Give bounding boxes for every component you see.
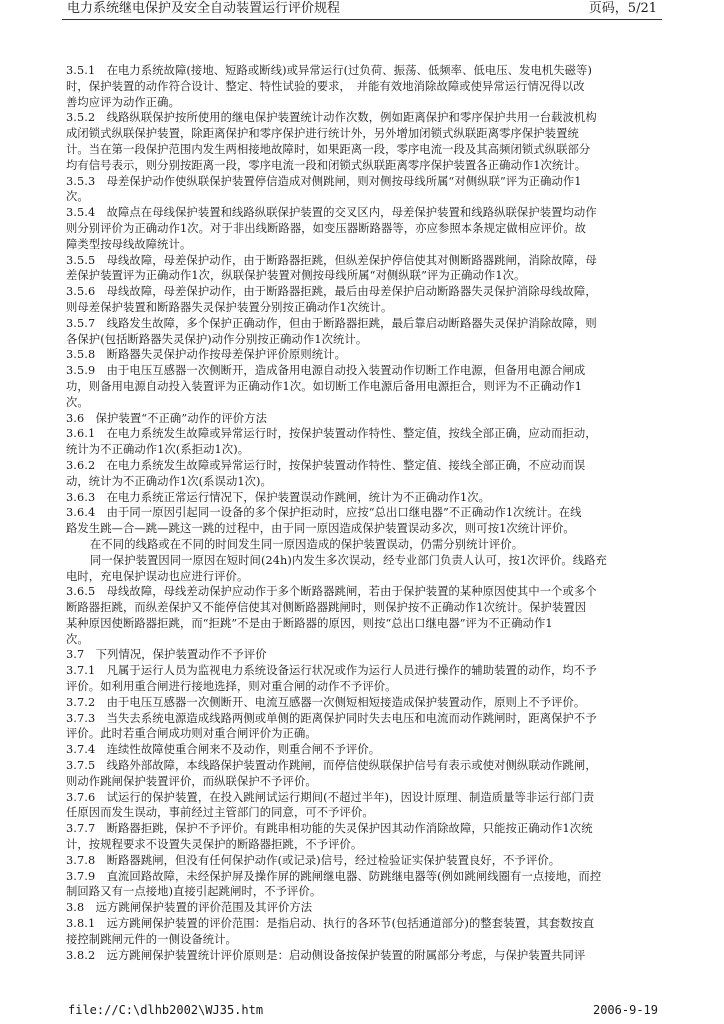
text-line: 某种原因使断路器拒跳，而“拒跳”不是由于断路器的原因，则按“总出口继电器”评为不正确动作1 bbox=[66, 616, 553, 630]
text-line: 3.6.4 由于同一原因引起同一设备的多个保护拒动时，应按“总出口继电器”不正确动作1次统计。在线 bbox=[66, 506, 582, 520]
text-line: 3.7.1 凡属于运行人员为监视电力系统设备运行状况或作为运行人员进行操作的辅助装置的动作，均不予 bbox=[66, 664, 597, 678]
text-line: 差保护装置评为正确动作1次，纵联保护装置对侧按母线所属“对侧纵联”评为正确动作1次。 bbox=[66, 269, 526, 283]
text-line: 任原因而发生误动，事前经过主管部门的同意，可不予评价。 bbox=[66, 806, 374, 820]
text-line: 3.6.3 在电力系统正常运行情况下，保护装置误动作跳闸，统计为不正确动作1次。 bbox=[66, 490, 491, 504]
page-number: 页码，5/21 bbox=[588, 1, 657, 16]
text-line: 计，按规程要求不设置失灵保护的断路器拒跳，不予评价。 bbox=[66, 838, 363, 852]
text-line: 则动作跳闸保护装置评价，而纵联保护不予评价。 bbox=[66, 774, 317, 788]
text-line: 次。 bbox=[66, 190, 89, 204]
text-line: 3.6.1 在电力系统发生故障或异常运行时，按保护装置动作特性、整定值，按线全部正确，应动而拒动， bbox=[66, 427, 597, 441]
text-line: 制回路又有一点接地)直接引起跳闸时，不予评价。 bbox=[66, 885, 322, 899]
text-line: 则分别评价为正确动作1次。对于非出线断路器，如变压器断路器等，亦应参照本条规定做相应评价。故 bbox=[66, 221, 587, 235]
text-line: 3.7.2 由于电压互感器一次侧断开、电流互感器一次侧短相短接造成保护装置动作，原则上不予评价。 bbox=[66, 695, 586, 709]
text-line: 3.8 远方跳闸保护装置的评价范围及其评价方法 bbox=[66, 901, 313, 915]
file-path: file://C:\dlhb2002\WJ35.htm bbox=[68, 1003, 264, 1017]
page-footer bbox=[68, 1002, 658, 1018]
text-line: 3.5.4 故障点在母线保护装置和线路纵联保护装置的交叉区内，母差保护装置和线路纵联保护装置均动作 bbox=[66, 206, 597, 220]
text-line: 3.6.2 在电力系统发生故障或异常运行时，按保护装置动作特性、整定值、接线全部正确，不应动而误 bbox=[66, 458, 586, 472]
text-line: 善均应评为动作正确。 bbox=[66, 95, 180, 109]
header-rule bbox=[62, 19, 662, 20]
text-line: 3.7 下列情况，保护装置动作不予评价 bbox=[66, 648, 267, 662]
text-line: 次。 bbox=[66, 395, 89, 409]
text-line: 3.8.2 远方跳闸保护装置统计评价原则是：启动侧设备按保护装置的附属部分考虑，与保护装置共同评 bbox=[66, 948, 586, 962]
text-line: 3.7.4 连续性故障使重合闸来不及动作，则重合闸不予评价。 bbox=[66, 743, 381, 757]
text-line: 3.5.5 母线故障，母差保护动作，由于断路器拒跳，但纵差保护停信使其对侧断路器跳闸，消除故障，母 bbox=[66, 253, 597, 267]
text-line: 各保护(包括断路器失灵保护)动作分别按正确动作1次统计。 bbox=[66, 332, 368, 346]
text-line: 3.7.5 线路外部故障，本线路保护装置动作跳闸，而停信使纵联保护信号有表示或使对侧纵联动作跳闸， bbox=[66, 759, 597, 773]
text-line: 3.5.1 在电力系统故障(接地、短路或断线)或异常运行(过负荷、振荡、低频率、低电压、发电机失磁等) bbox=[66, 64, 592, 77]
text-line: 3.6.5 母线故障，母线差动保护应动作于多个断路器跳闸，若由于保护装置的某种原因使其中一个或多个 bbox=[66, 585, 597, 599]
text-line: 动，统计为不正确动作1次(系误动1次)。 bbox=[66, 474, 272, 488]
print-date: 2006-9-19 bbox=[592, 1003, 658, 1017]
text-line: 3.7.6 试运行的保护装置，在投入跳闸试运行期间(不超过半年)，因设计原理、制造质量等非运行部门责 bbox=[66, 790, 595, 804]
text-line: 同一保护装置因同一原因在短时间(24h)内发生多次误动，经专业部门负责人认可，按1次评价。线路充 bbox=[90, 553, 607, 567]
text-line: 计。当在第一段保护范围内发生两相接地故障时，如果距离一段，零序电流一段及其高频闭锁式纵联部分 bbox=[66, 142, 591, 156]
text-line: 障类型按母线故障统计。 bbox=[66, 237, 192, 251]
text-line: 成闭锁式纵联保护装置，除距离保护和零序保护进行统计外，另外增加闭锁式纵联距离零序保护装置统 bbox=[66, 127, 579, 141]
text-line: 3.5.6 母线故障，母差保护动作，由于断路器拒跳，最后由母差保护启动断路器失灵保护消除母线故障， bbox=[66, 285, 597, 299]
text-line: 时，保护装置的动作符合设计、整定、特性试验的要求， 并能有效地消除故障或使异常运行情况得以改 bbox=[66, 79, 585, 93]
text-line: 3.7.8 断路器跳闸，但没有任何保护动作(或记录)信号，经过检验证实保护装置良好，不予评价。 bbox=[66, 853, 561, 867]
text-line: 评价。此时若重合闸成功则对重合闸评价为正确。 bbox=[66, 727, 317, 741]
text-line: 次。 bbox=[66, 632, 89, 646]
text-line: 均有信号表示，则分别按距离一段，零序电流一段和闭锁式纵联距离零序保护装置各正确动作1次统计。 bbox=[66, 158, 587, 172]
text-line: 3.7.3 当失去系统电源造成线路两侧或单侧的距离保护同时失去电压和电流而动作跳闸时，距离保护不予 bbox=[66, 711, 597, 725]
text-line: 评价。如利用重合闸进行接地选择，则对重合闸的动作不予评价。 bbox=[66, 680, 397, 694]
text-line: 3.7.9 直流回路故障，未经保护屏及操作屏的跳闸继电器、防跳继电器等(例如跳闸线圈有一点接地，而控 bbox=[66, 869, 602, 883]
text-line: 3.5.3 母差保护动作使纵联保护装置停信造成对侧跳闸，则对侧按母线所属“对侧纵联”评为正确动作1 bbox=[66, 174, 582, 188]
document-body bbox=[66, 63, 658, 963]
text-line: 3.5.9 由于电压互感器一次侧断开，造成备用电源自动投入装置动作切断工作电源，但备用电源合闸成 bbox=[66, 364, 586, 378]
document-title: 电力系统继电保护及安全自动装置运行评价规程 bbox=[67, 1, 341, 16]
text-line: 接控制跳闸元件的一侧设备统计。 bbox=[66, 932, 237, 946]
text-line: 3.5.2 线路纵联保护按所使用的继电保护装置统计动作次数，例如距离保护和零序保护共用一台载波机构 bbox=[66, 111, 597, 125]
text-line: 电时，充电保护误动也应进行评价。 bbox=[66, 569, 249, 583]
text-line: 3.5.8 断路器失灵保护动作按母差保护评价原则统计。 bbox=[66, 348, 346, 362]
text-line: 3.8.1 远方跳闸保护装置的评价范围：是指启动、执行的各环节(包括通道部分)的整套装置，其套数按直 bbox=[66, 917, 595, 931]
text-line: 路发生跳—合—跳—跳这一跳的过程中，由于同一原因造成保护装置误动多次，则可按1次统计评价。 bbox=[66, 522, 575, 536]
text-line: 3.5.7 线路发生故障，多个保护正确动作，但由于断路器拒跳，最后靠启动断路器失灵保护消除故障，则 bbox=[66, 316, 597, 330]
text-line: 3.6 保护装置“不正确”动作的评价方法 bbox=[66, 411, 267, 425]
page-header bbox=[67, 0, 657, 18]
text-line: 在不同的线路或在不同的时间发生同一原因造成的保护装置误动，仍需分别统计评价。 bbox=[90, 537, 524, 551]
text-line: 断路器拒跳，而纵差保护又不能停信使其对侧断路器跳闸时，则保护按不正确动作1次统计。保护装置因 bbox=[66, 601, 587, 615]
text-line: 统计为不正确动作1次(系拒动1次)。 bbox=[66, 443, 250, 457]
text-line: 功，则备用电源自动投入装置评为正确动作1次。如切断工作电源后备用电源拒合，则评为不正确动作1 bbox=[66, 379, 583, 393]
text-line: 3.7.7 断路器拒跳，保护不予评价。有跳串相功能的失灵保护因其动作消除故障，只能按正确动作1次统 bbox=[66, 822, 593, 836]
text-line: 则母差保护装置和断路器失灵保护装置分别按正确动作1次统计。 bbox=[66, 300, 393, 314]
